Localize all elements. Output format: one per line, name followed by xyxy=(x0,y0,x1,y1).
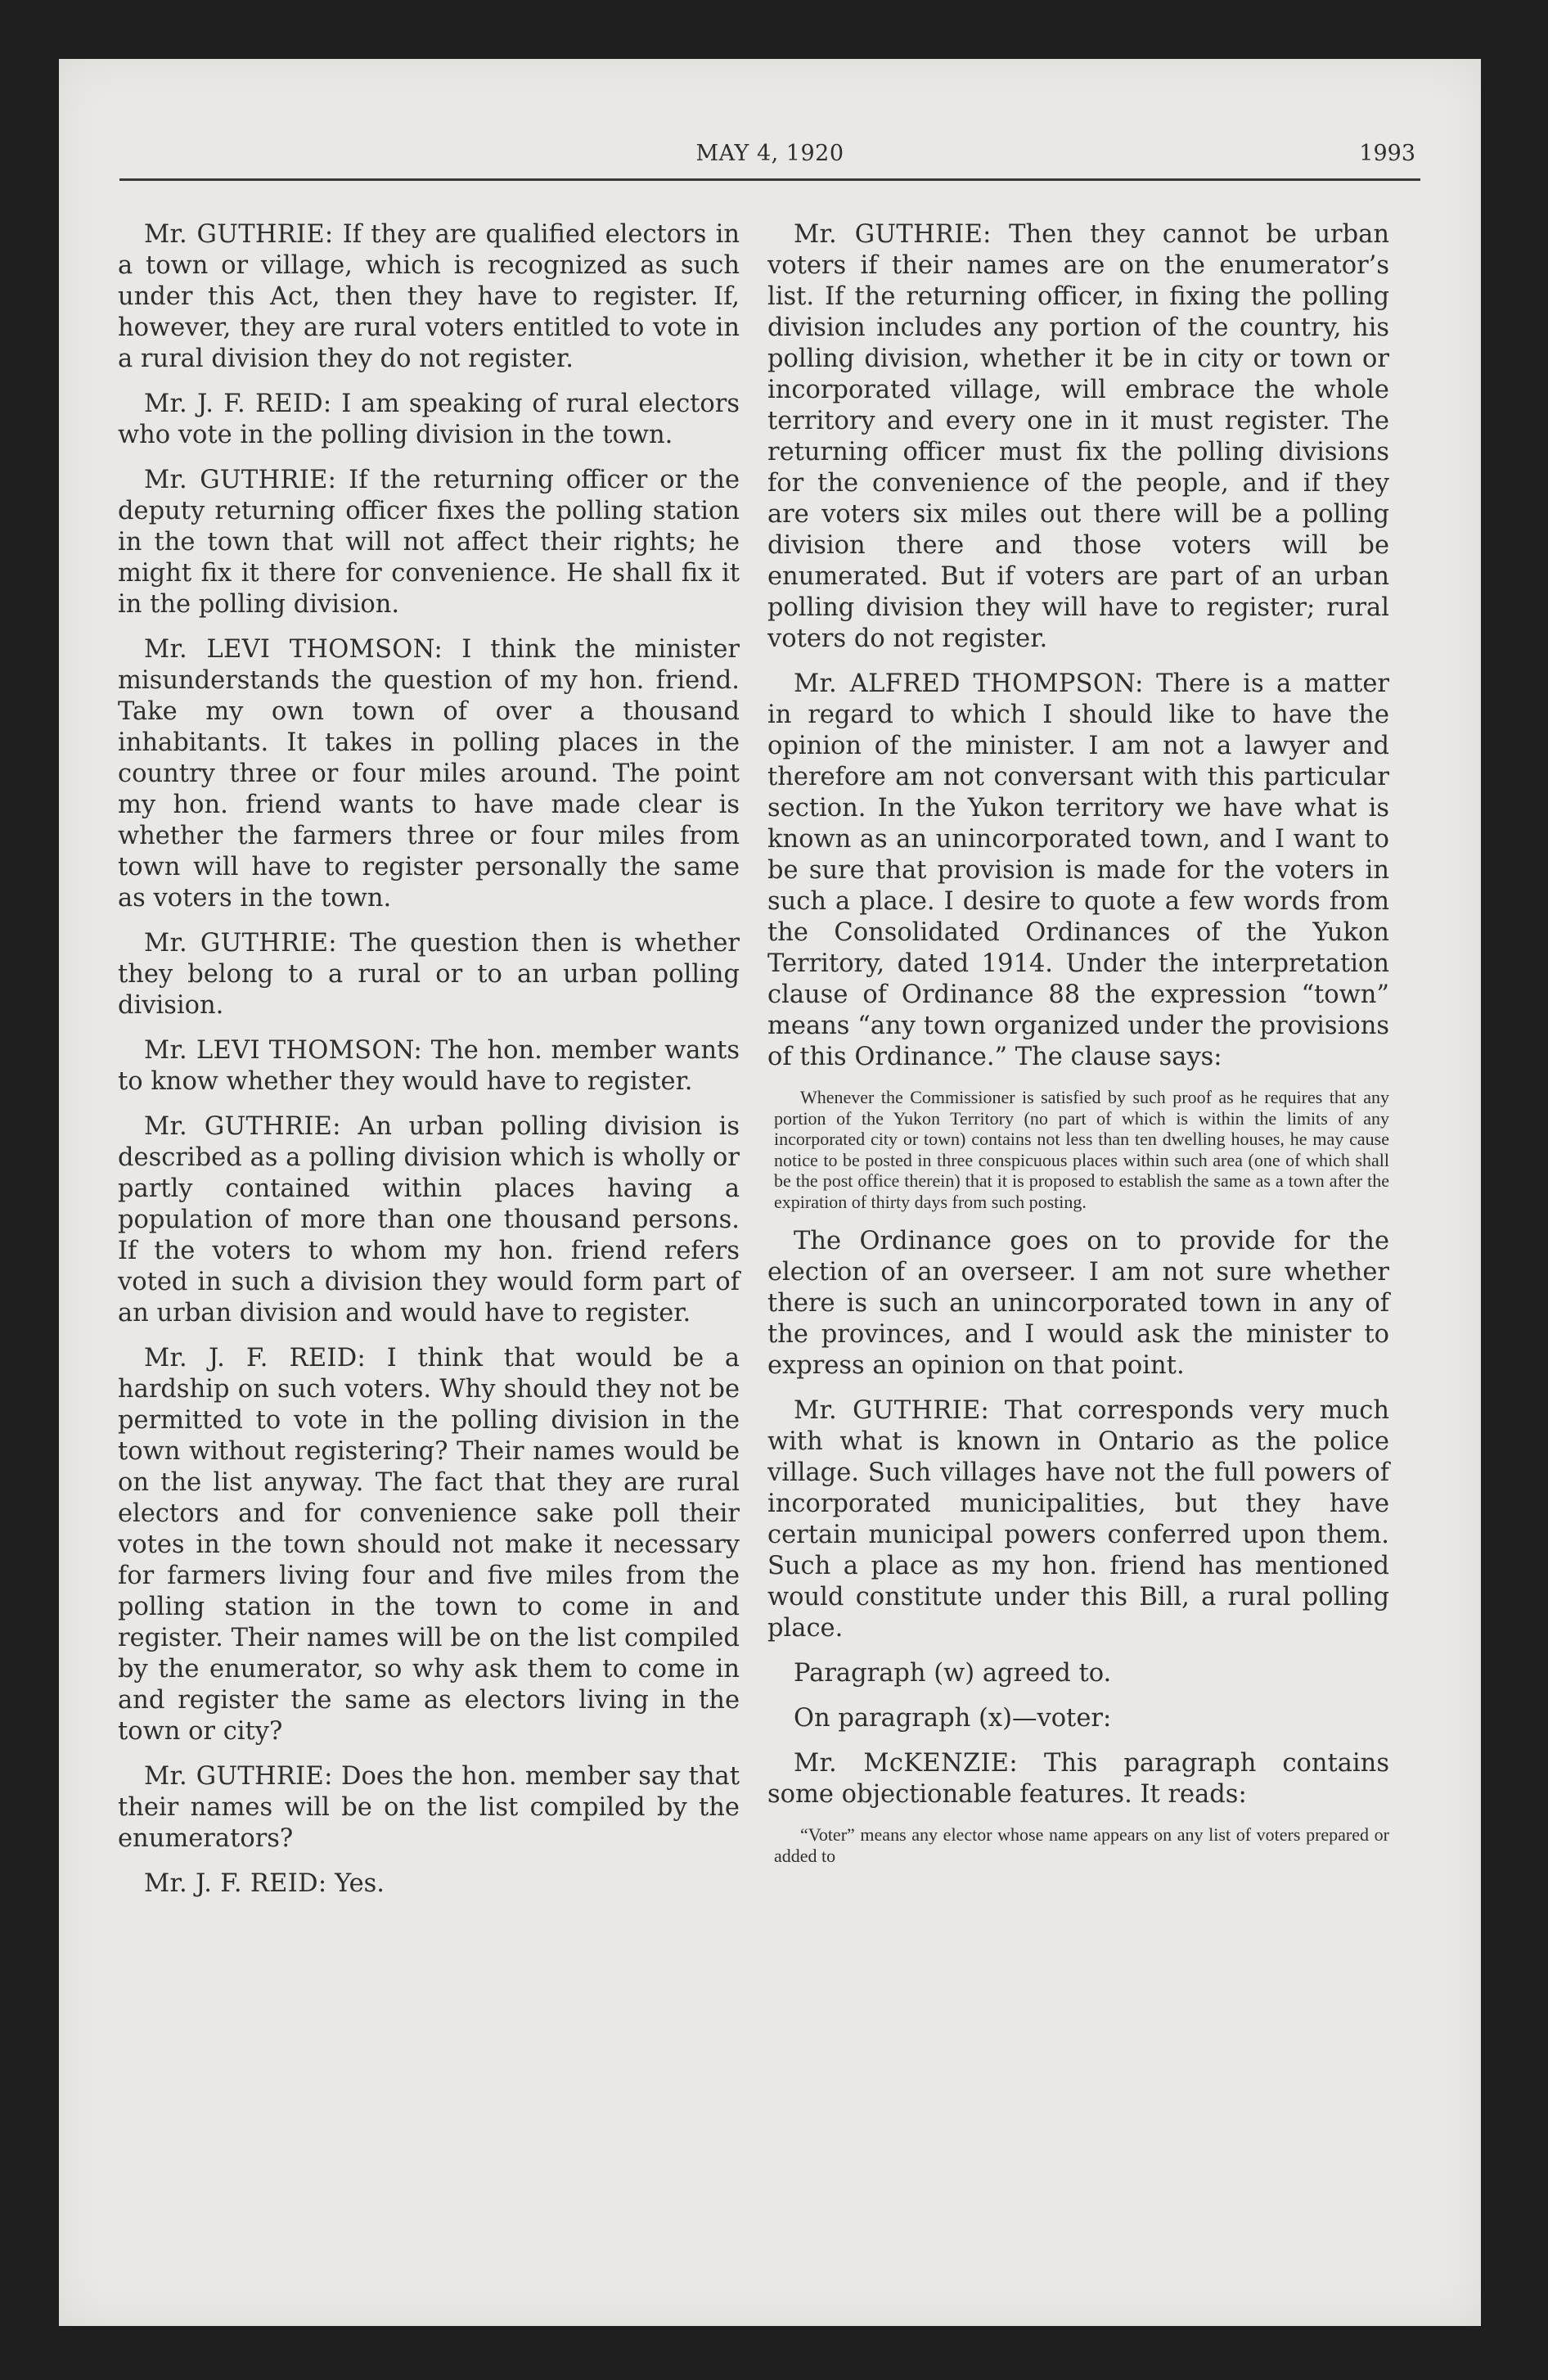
speech-text: This paragraph contains some objectionable features. It reads: xyxy=(767,1749,1389,1809)
speaker-name: Mr. ALFRED THOMPSON: xyxy=(794,669,1144,698)
right-column xyxy=(767,219,1389,1880)
speech-paragraph xyxy=(118,1035,740,1098)
speech-paragraph xyxy=(118,928,740,1021)
speech-text: The question then is whether they belong to a rural or to an urban polling division. xyxy=(118,929,740,1020)
speaker-name: Mr. GUTHRIE: xyxy=(144,466,337,494)
speech-paragraph xyxy=(767,219,1389,655)
speech-paragraph xyxy=(118,634,740,914)
speech-paragraph xyxy=(118,389,740,451)
left-column xyxy=(118,219,740,1913)
speech-text: If they are qualified electors in a town or village, which is recognized as such under this Act, then they have to register. If, however, they are rural voters entitled to vote in a rural division they do not register. xyxy=(118,220,740,373)
speech-text: I think that would be a hardship on such voters. Why should they not be permitted to vote in the polling division in the town without registering? Their names would be on the list anyway. The fact that they are rural electors and for convenience sake poll their votes in the town should not make it necessary for farmers living four and five miles from the polling station in the town to come in and register. Their names will be on the list compiled by the enumerator, so why ask them to come in and register the same as electors living in the town or city? xyxy=(118,1344,740,1746)
speaker-name: Mr. GUTHRIE: xyxy=(144,1112,341,1141)
speech-paragraph xyxy=(118,1343,740,1747)
speech-paragraph xyxy=(118,1111,740,1329)
speech-text: Does the hon. member say that their names will be on the list compiled by the enumerators? xyxy=(118,1762,740,1853)
speech-paragraph xyxy=(118,1761,740,1855)
speaker-name: Mr. GUTHRIE: xyxy=(144,929,337,958)
speaker-name: Mr. McKENZIE: xyxy=(794,1749,1018,1778)
speaker-name: Mr. LEVI THOMSON: xyxy=(144,635,443,664)
speaker-name: Mr. GUTHRIE: xyxy=(144,220,334,249)
speaker-name: Mr. GUTHRIE: xyxy=(794,220,992,249)
plain-paragraph: The Ordinance goes on to provide for the election of an overseer. I am not sure whether there is such an unincorporated town in any of the provinces, and I would ask the minister to express an opinion on that point. xyxy=(767,1227,1389,1380)
speaker-name: Mr. GUTHRIE: xyxy=(144,1762,333,1791)
speech-text: Then they cannot be urban voters if their names are on the enumerator’s list. If the returning officer, in fixing the polling division includes any portion of the country, his polling division, whether it be in city or town or incorporated village, will embrace the whole territory and every one in it must register. The returning officer must fix the polling divisions for the convenience of the people, and if they are voters six miles out there will be a polling division there and those voters will be enumerated. But if voters are part of an urban polling division they will have to register; rural voters do not register. xyxy=(767,220,1389,653)
speech-text: I think the minister misunderstands the question of my hon. friend. Take my own town of over a thousand inhabitants. It takes in polling places in the country three or four miles around. The point my hon. friend wants to have made clear is whether the farmers three or four miles from town will have to register personally the same as voters in the town. xyxy=(118,635,740,913)
speaker-name: Mr. LEVI THOMSON: xyxy=(144,1036,423,1065)
header-date: MAY 4, 1920 xyxy=(695,141,844,166)
speech-text: That corresponds very much with what is known in Ontario as the police village. Such villages have not the full powers of incorporated municipalities, but they have certain municipal powers conferred upon them. Such a place as my hon. friend has mentioned would constitute under this Bill, a rural polling place. xyxy=(767,1396,1390,1643)
speech-text: If the returning officer or the deputy returning officer fixes the polling station in the town that will not affect their rights; he might fix it there for convenience. He shall fix it in the polling division. xyxy=(118,466,740,619)
page-header xyxy=(119,134,1420,181)
speech-text: An urban polling division is described as a polling division which is wholly or partly contained within places having a population of more than one thousand persons. If the voters to whom my hon. friend refers voted in such a division they would form part of an urban division and would have to register. xyxy=(118,1112,740,1327)
speaker-name: Mr. J. F. REID: xyxy=(144,1344,367,1373)
speech-paragraph xyxy=(118,1868,740,1900)
speaker-name: Mr. J. F. REID: xyxy=(144,1869,327,1898)
page-number: 1993 xyxy=(1359,141,1415,166)
speaker-name: Mr. GUTHRIE: xyxy=(794,1396,990,1425)
speech-paragraph xyxy=(767,1395,1389,1644)
speech-paragraph xyxy=(767,1748,1389,1810)
block-quote: “Voter” means any elector whose name appears on any list of voters prepared or added to xyxy=(774,1824,1389,1866)
speech-text: I am speaking of rural electors who vote in the polling division in the town. xyxy=(118,390,740,449)
speech-paragraph xyxy=(118,219,740,375)
procedural-paragraph: On paragraph (x)—voter: xyxy=(794,1704,1112,1733)
speech-text: There is a matter in regard to which I should like to have the opinion of the minister. I am not a lawyer and therefore am not conversant with this particular section. In the Yukon territory we have what is known as an unincorporated town, and I want to be sure that provision is made for the voters in such a place. I desire to quote a few words from the Consolidated Ordinances of the Yukon Territory, dated 1914. Under the interpretation clause of Ordinance 88 the expression “town” means “any town organized under the provisions of this Ordinance.” The clause says: xyxy=(767,669,1389,1071)
procedural-paragraph: Paragraph (w) agreed to. xyxy=(794,1659,1112,1688)
speaker-name: Mr. J. F. REID: xyxy=(144,390,332,418)
speech-paragraph xyxy=(767,669,1389,1073)
speech-text: The hon. member wants to know whether they would have to register. xyxy=(118,1036,740,1096)
speech-text: Yes. xyxy=(335,1869,385,1898)
speech-paragraph xyxy=(118,465,740,620)
block-quote: Whenever the Commissioner is satisfied by such proof as he requires that any portion of the Yukon Territory (no part of which is within the limits of any incorporated city or town) contains not less than ten dwelling houses, he may cause notice to be posted in three conspicuous places within such area (one of which shall be the post office therein) that it is proposed to establish the same as a town after the expiration of thirty days from such posting. xyxy=(774,1087,1389,1212)
document-page xyxy=(59,59,1481,2326)
